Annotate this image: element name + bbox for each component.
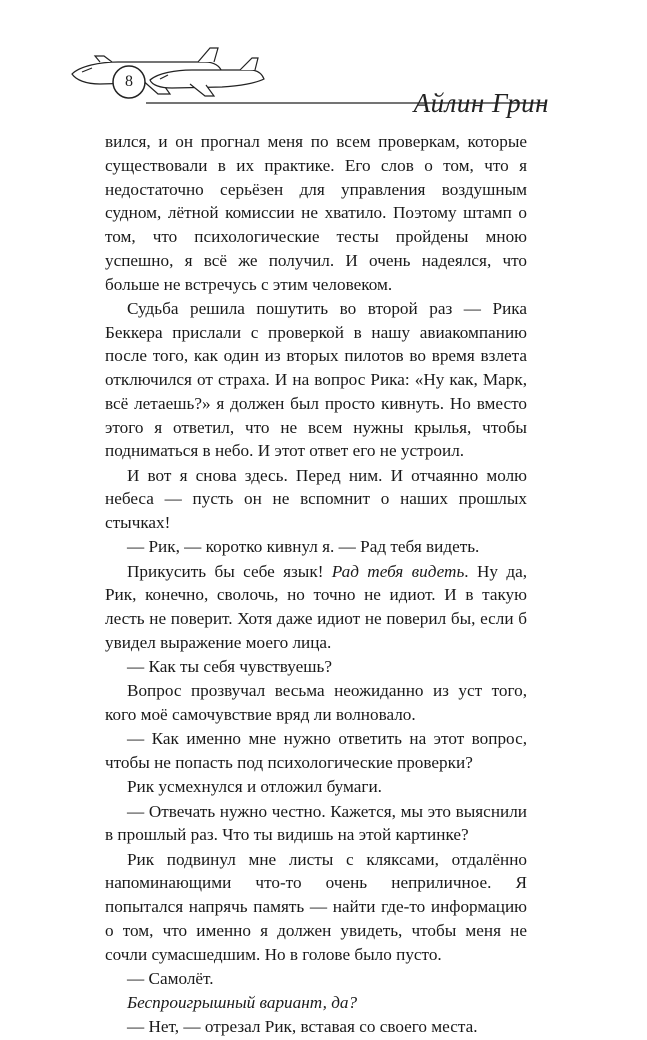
paragraph: Вопрос прозвучал весьма неожиданно из уст того, кого моё самочувствие вряд ли волновало. (105, 681, 527, 724)
paragraph: — Нет, — отрезал Рик, вставая со своего места. (127, 1017, 478, 1037)
running-head-author: Айлин Грин (413, 88, 549, 118)
paragraph: Рик усмехнулся и отложил бумаги. (127, 777, 382, 797)
paragraph-text: . (464, 561, 477, 581)
paragraph: вился, и он прогнал меня по всем проверкам, которые существовали в их практике. Его слов о том, что я недостаточно серьёзен для управления воздушным судном, лётной комиссии не хватило. Поэтому штамп о том, что психологические тесты пройдены мною успешно, я всё же получил. И очень надеялся, что больше не встречусь с этим человеком. (105, 132, 527, 294)
paragraph-text: Прикусить бы себе язык! (127, 561, 332, 581)
header-decoration (0, 0, 647, 125)
paragraph-text: Ну да, Рик, конечно, сволочь, но точно не идиот. И в такую лесть не поверит. Хотя даже идиот не поверил бы, если б увидел выражение моего лица. (105, 561, 527, 652)
page-header (0, 0, 647, 125)
paragraph: — Как ты себя чувствуешь? (127, 657, 332, 676)
paragraph: Рик подвинул мне листы с кляксами, отдалённо напоминающими что-то очень неприличное. Я попытался напрячь память — найти где-то информацию о том, что именно я должен увидеть, чтобы меня не сочли сумасшедшим. Но в голове было пусто. (105, 849, 527, 964)
paragraph (105, 560, 527, 655)
paragraph: — Отвечать нужно честно. Кажется, мы это выяснили в прошлый раз. Что ты видишь на этой картинке? (105, 801, 527, 845)
paragraph (105, 991, 527, 1015)
italic-thought: Беспроигрышный вариант, да? (127, 993, 358, 1012)
paragraph: — Самолёт. (127, 968, 214, 988)
italic-thought: Рад тебя видеть (331, 561, 465, 581)
paragraph: Судьба решила пошутить во второй раз — Рика Беккера прислали с проверкой в нашу авиакомпанию после того, как один из вторых пилотов во время взлета отключился от страха. И на вопрос Рика: «Ну как, Марк, всё летаешь?» я должен был просто кивнуть. Но вместо этого я ответил, что не всем нужны крылья, чтобы подниматься в небо. И этот ответ его не устроил. (105, 298, 527, 461)
paragraph: — Рик, — коротко кивнул я. — Рад тебя видеть. (127, 537, 480, 557)
paragraph: И вот я снова здесь. Перед ним. И отчаянно молю небеса — пусть он не вспомнит о наших прошлых стычках! (105, 465, 527, 532)
paragraph: — Как именно мне нужно ответить на этот вопрос, чтобы не попасть под психологические проверки? (105, 729, 527, 772)
page-number: 8 (125, 73, 133, 90)
page-body (105, 130, 527, 1040)
